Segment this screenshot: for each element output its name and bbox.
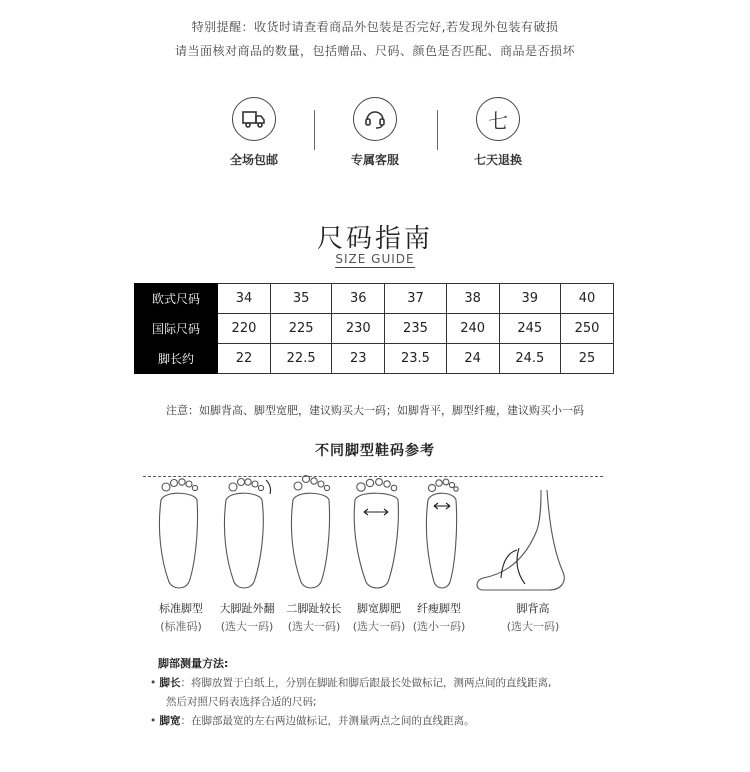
measure-width-text: ：在脚部最宽的左右两边做标记，并测量两点之间的直线距离。 <box>180 715 475 727</box>
foot-advice: (选大一码) <box>220 620 274 633</box>
size-cell: 39 <box>499 284 560 314</box>
measure-length: • 脚长：将脚放置于白纸上，分别在脚趾和脚后跟最长处做标记，测两点间的直线距离, <box>150 677 552 689</box>
foot-advice: (选小一码) <box>412 620 466 633</box>
size-cell: 230 <box>332 314 385 344</box>
size-note: 注意：如脚背高、脚型宽肥，建议购买大一码；如脚背平，脚型纤瘦，建议购买小一码 <box>166 404 584 417</box>
size-cell: 23 <box>332 344 385 374</box>
foot-advice: (标准码) <box>160 620 202 633</box>
size-row <box>135 314 614 344</box>
guide-subtitle-text: SIZE GUIDE <box>335 252 415 266</box>
slim-foot-icon <box>426 479 458 588</box>
foot-advice: (选大一码) <box>287 620 341 633</box>
foot-name: 纤瘦脚型 <box>417 602 461 615</box>
truck-icon <box>232 97 276 141</box>
bunion-foot-icon <box>224 479 270 589</box>
size-cell: 250 <box>560 314 613 344</box>
badge-customer-service <box>315 97 435 168</box>
size-row <box>135 344 614 374</box>
standard-foot-icon <box>159 479 197 588</box>
size-row-header: 欧式尺码 <box>135 284 218 314</box>
size-cell: 22 <box>218 344 271 374</box>
badge-seven-day-return <box>438 97 558 168</box>
measure-length-label: 脚长 <box>159 677 181 689</box>
measure-length-cont: 然后对照尺码表选择合适的尺码; <box>166 696 317 708</box>
size-cell: 235 <box>385 314 446 344</box>
foot-caption-slim <box>394 600 484 634</box>
measure-width-label: 脚宽 <box>159 715 181 727</box>
notice-line-1: 特别提醒：收货时请查看商品外包装是否完好,若发现外包装有破损 <box>191 20 559 34</box>
size-cell: 25 <box>560 344 613 374</box>
badge-label: 七天退换 <box>473 153 522 167</box>
foot-name: 二脚趾较长 <box>286 602 342 615</box>
badge-label: 专属客服 <box>350 153 399 167</box>
long-second-toe-foot-icon <box>291 476 329 589</box>
size-cell: 37 <box>385 284 446 314</box>
guide-title: 尺码指南 <box>316 224 433 254</box>
badge-label: 全场包邮 <box>229 153 278 167</box>
foot-name: 脚背高 <box>516 602 550 615</box>
size-cell: 38 <box>446 284 499 314</box>
size-cell: 40 <box>560 284 613 314</box>
size-cell: 220 <box>218 314 271 344</box>
size-cell: 23.5 <box>385 344 446 374</box>
guide-subtitle <box>0 252 750 266</box>
size-table <box>134 283 614 374</box>
size-row-header: 国际尺码 <box>135 314 218 344</box>
size-cell: 36 <box>332 284 385 314</box>
size-cell: 245 <box>499 314 560 344</box>
size-cell: 240 <box>446 314 499 344</box>
measure-width: • 脚宽：在脚部最宽的左右两边做标记，并测量两点之间的直线距离。 <box>150 715 475 727</box>
foot-advice: (选大一码) <box>506 620 560 633</box>
size-row <box>135 284 614 314</box>
measure-length-text: ：将脚放置于白纸上，分别在脚趾和脚后跟最长处做标记，测两点间的直线距离, <box>180 677 552 689</box>
foot-illustrations <box>140 470 610 595</box>
foot-caption-high-instep <box>488 600 578 634</box>
seven-icon: 七 <box>476 97 520 141</box>
size-row-header: 脚长约 <box>135 344 218 374</box>
foot-name: 大脚趾外翻 <box>219 602 275 615</box>
headset-icon <box>353 97 397 141</box>
wide-foot-icon <box>354 479 398 588</box>
notice-line-2: 请当面核对商品的数量，包括赠品、尺码、颜色是否匹配、商品是否损坏 <box>174 44 575 58</box>
high-instep-foot-icon <box>477 490 564 590</box>
foot-name: 标准脚型 <box>159 602 203 615</box>
size-cell: 35 <box>270 284 331 314</box>
size-cell: 24.5 <box>499 344 560 374</box>
size-cell: 34 <box>218 284 271 314</box>
size-cell: 225 <box>270 314 331 344</box>
foot-name: 脚宽脚肥 <box>357 602 401 615</box>
badge-free-shipping <box>194 97 314 168</box>
measure-title: 脚部测量方法: <box>158 657 229 670</box>
size-cell: 24 <box>446 344 499 374</box>
foot-advice: (选大一码) <box>352 620 406 633</box>
foot-types-title: 不同脚型鞋码参考 <box>315 443 435 459</box>
size-cell: 22.5 <box>270 344 331 374</box>
